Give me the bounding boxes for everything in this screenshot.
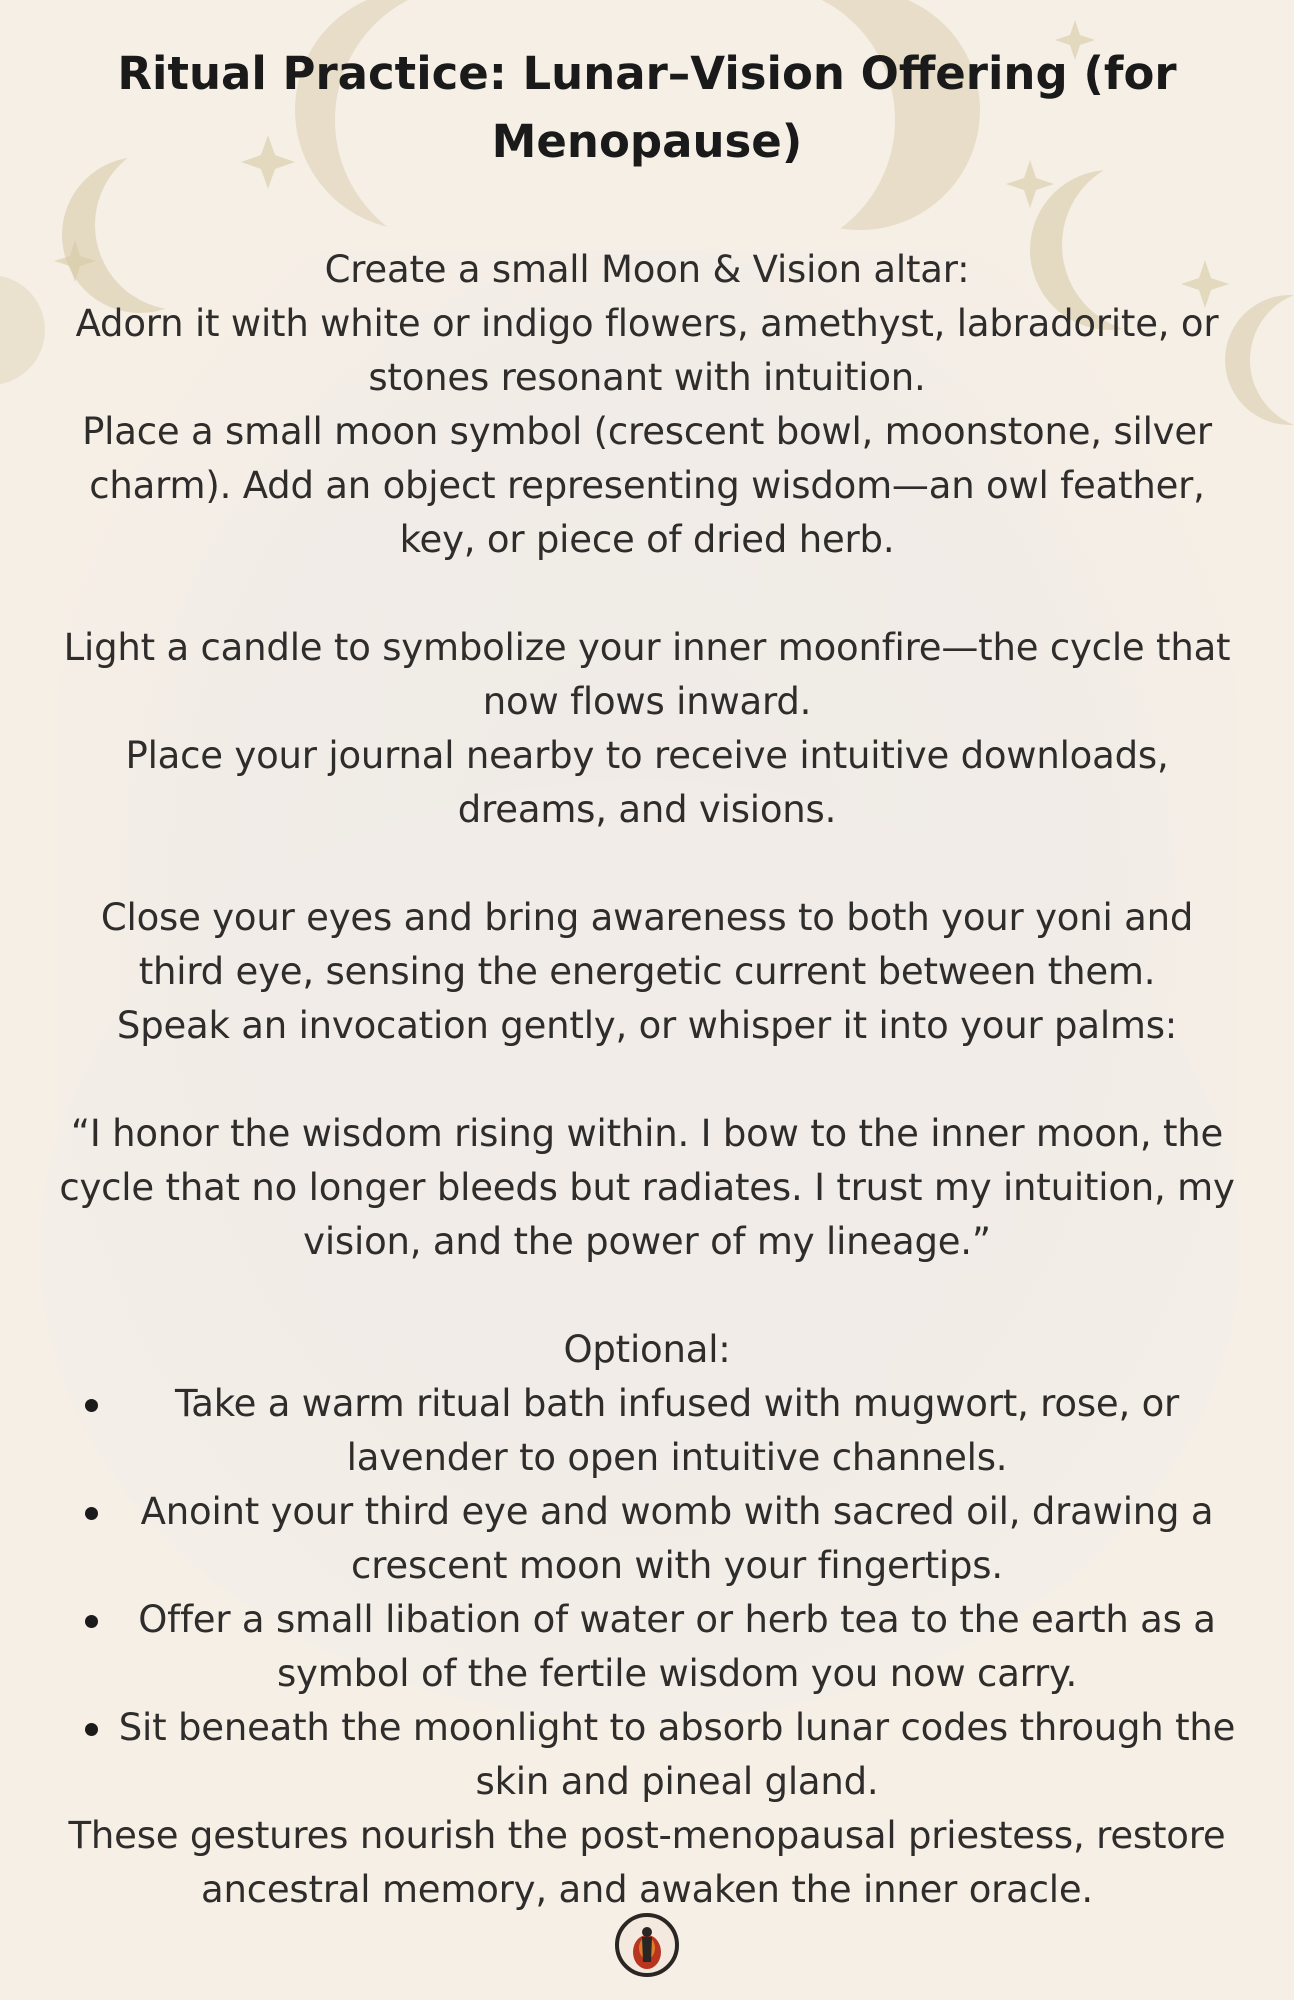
- list-item: Anoint your third eye and womb with sacred oil, drawing a crescent moon with your fingertips.: [55, 1485, 1239, 1593]
- invocation-quote: “I honor the wisdom rising within. I bow to the inner moon, the cycle that no longer bleeds but radiates. I trust my intuition, my vision, and the power of my lineage.”: [59, 1112, 1235, 1263]
- bullet-icon: [85, 1723, 98, 1736]
- bullet-icon: [85, 1399, 98, 1412]
- altar-intro: Create a small Moon & Vision altar:: [324, 248, 970, 291]
- bullet-icon: [85, 1507, 98, 1520]
- candle-instruction: Light a candle to symbolize your inner moonfire—the cycle that now flows inward.: [63, 626, 1231, 723]
- journal-instruction: Place your journal nearby to receive intuitive downloads, dreams, and visions.: [125, 734, 1169, 831]
- list-item: Take a warm ritual bath infused with mugwort, rose, or lavender to open intuitive channels.: [55, 1377, 1239, 1485]
- optional-list: [55, 1377, 1239, 1809]
- bullet-icon: [85, 1615, 98, 1628]
- awareness-instruction: Close your eyes and bring awareness to both your yoni and third eye, sensing the energetic current between them.: [100, 896, 1194, 993]
- priestess-logo-icon: [614, 1912, 680, 1978]
- list-item: Sit beneath the moonlight to absorb lunar codes through the skin and pineal gland.: [55, 1701, 1239, 1809]
- altar-moon-symbol: Place a small moon symbol (crescent bowl, moonstone, silver charm). Add an object representing wisdom—an owl feather, key, or piece of dried herb.: [82, 410, 1212, 561]
- altar-adorn: Adorn it with white or indigo flowers, amethyst, labradorite, or stones resonant with intuition.: [75, 302, 1219, 399]
- list-item: Offer a small libation of water or herb tea to the earth as a symbol of the fertile wisdom you now carry.: [55, 1593, 1239, 1701]
- closing-statement: These gestures nourish the post-menopausal priestess, restore ancestral memory, and awaken the inner oracle.: [68, 1814, 1226, 1911]
- invocation-intro: Speak an invocation gently, or whisper it into your palms:: [116, 1004, 1178, 1047]
- optional-label: Optional:: [563, 1328, 731, 1371]
- ritual-body: [55, 243, 1239, 1917]
- page-title: Ritual Practice: Lunar–Vision Offering (for Menopause): [117, 47, 1177, 168]
